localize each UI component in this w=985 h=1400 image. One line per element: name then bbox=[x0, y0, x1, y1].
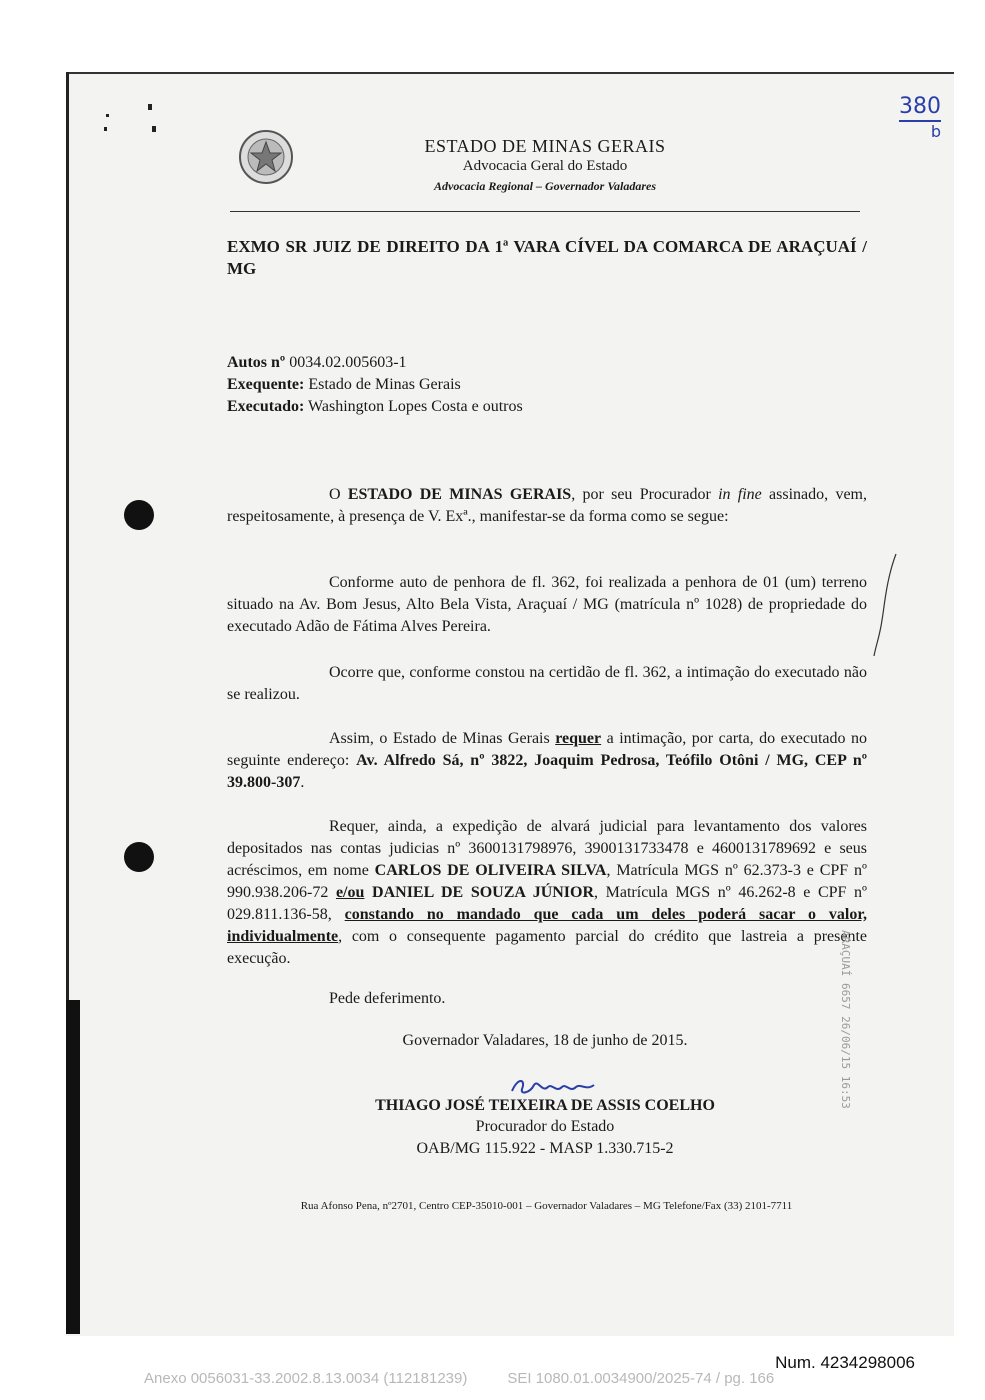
scan-speck bbox=[152, 126, 156, 132]
paragraph-penhora: Conforme auto de penhora de fl. 362, foi realizada a penhora de 01 (um) terreno situado na Av. Bom Jesus, Alto Bela Vista, Araçuaí / MG (matrícula nº 1028) de propriedade do executado Adão de Fátima Alves Pereira. bbox=[227, 574, 867, 635]
signer-role: Procurador do Estado bbox=[475, 1118, 615, 1135]
punch-hole bbox=[124, 500, 154, 530]
handwritten-page-number: 380 b bbox=[899, 94, 941, 141]
scan-speck bbox=[106, 114, 109, 117]
letterhead-regional: Advocacia Regional – Governador Valadares bbox=[434, 179, 656, 193]
autos-label: Autos nº bbox=[227, 354, 286, 371]
paragraph-alvara: Requer, ainda, a expedição de alvará judicial para levantamento dos valores depositados nas contas judicias nº 3600131798976, 3900131733478 e 4600131789692 e seus acréscimos, em nome CARLOS DE OLIVEIRA SILVA, Matrícula MGS nº 62.373-3 e CPF nº 990.938.206-72 e/ou DANIEL DE SOUZA JÚNIOR, Matrícula MGS nº 46.262-8 e CPF nº 029.811.136-58, constando no mandado que cada um deles poderá sacar o valor, individualmente, com o consequente pagamento parcial do crédito que lastreia a presente execução. bbox=[227, 818, 868, 967]
punch-hole bbox=[124, 842, 154, 872]
executado-label: Executado: bbox=[227, 398, 305, 415]
letterhead-state: ESTADO DE MINAS GERAIS bbox=[424, 136, 666, 156]
paragraph-requer: Assim, o Estado de Minas Gerais requer a intimação, por carta, do executado no seguinte endereço: Av. Alfredo Sá, nº 3822, Joaquim Pedrosa, Teófilo Otôni / MG, CEP nº 39.800-307. bbox=[227, 730, 868, 791]
paragraph-intro: O ESTADO DE MINAS GERAIS, por seu Procurador in fine assinado, vem, respeitosamente, à presença de V. Exª., manifestar-se da forma como se segue: bbox=[227, 486, 867, 525]
case-info bbox=[227, 352, 523, 418]
protocol-stamp: ARAÇUAÍ 6657 26/06/15 16:53 bbox=[839, 930, 852, 1109]
scan-speck bbox=[148, 104, 152, 110]
executado-value: Washington Lopes Costa e outros bbox=[308, 398, 523, 415]
date-line: Governador Valadares, 18 de junho de 2015. bbox=[402, 1032, 688, 1049]
exequente-label: Exequente: bbox=[227, 376, 305, 393]
addressee: EXMO SR JUIZ DE DIREITO DA 1ª VARA CÍVEL DA COMARCA DE ARAÇUAÍ / MG bbox=[227, 237, 867, 278]
paragraph-pede: Pede deferimento. bbox=[329, 990, 446, 1007]
autos-value: 0034.02.005603-1 bbox=[289, 354, 407, 371]
scan-speck bbox=[104, 127, 107, 131]
signer-name: THIAGO JOSÉ TEIXEIRA DE ASSIS COELHO bbox=[375, 1097, 715, 1114]
document-number: Num. 4234298006 bbox=[775, 1353, 915, 1372]
margin-bracket-mark bbox=[862, 550, 902, 660]
scan-edge bbox=[66, 72, 69, 1002]
letterhead-agency: Advocacia Geral do Estado bbox=[462, 158, 628, 174]
header-divider bbox=[230, 211, 860, 212]
handwritten-signature bbox=[508, 1075, 600, 1099]
footer-address: Rua Afonso Pena, nº2701, Centro CEP-35010-001 – Governador Valadares – MG Telefone/Fax (33) 2101-7711 bbox=[300, 1200, 793, 1212]
paragraph-intimacao: Ocorre que, conforme constou na certidão de fl. 362, a intimação do executado não se realizou. bbox=[227, 664, 867, 703]
scan-shadow bbox=[66, 1000, 80, 1334]
exequente-value: Estado de Minas Gerais bbox=[308, 376, 461, 393]
signer-registration: OAB/MG 115.922 - MASP 1.330.715-2 bbox=[416, 1140, 674, 1157]
annex-watermark: Anexo 0056031-33.2002.8.13.0034 (112181239) SEI 1080.01.0034900/2025-74 / pg. 166 bbox=[144, 1370, 775, 1387]
